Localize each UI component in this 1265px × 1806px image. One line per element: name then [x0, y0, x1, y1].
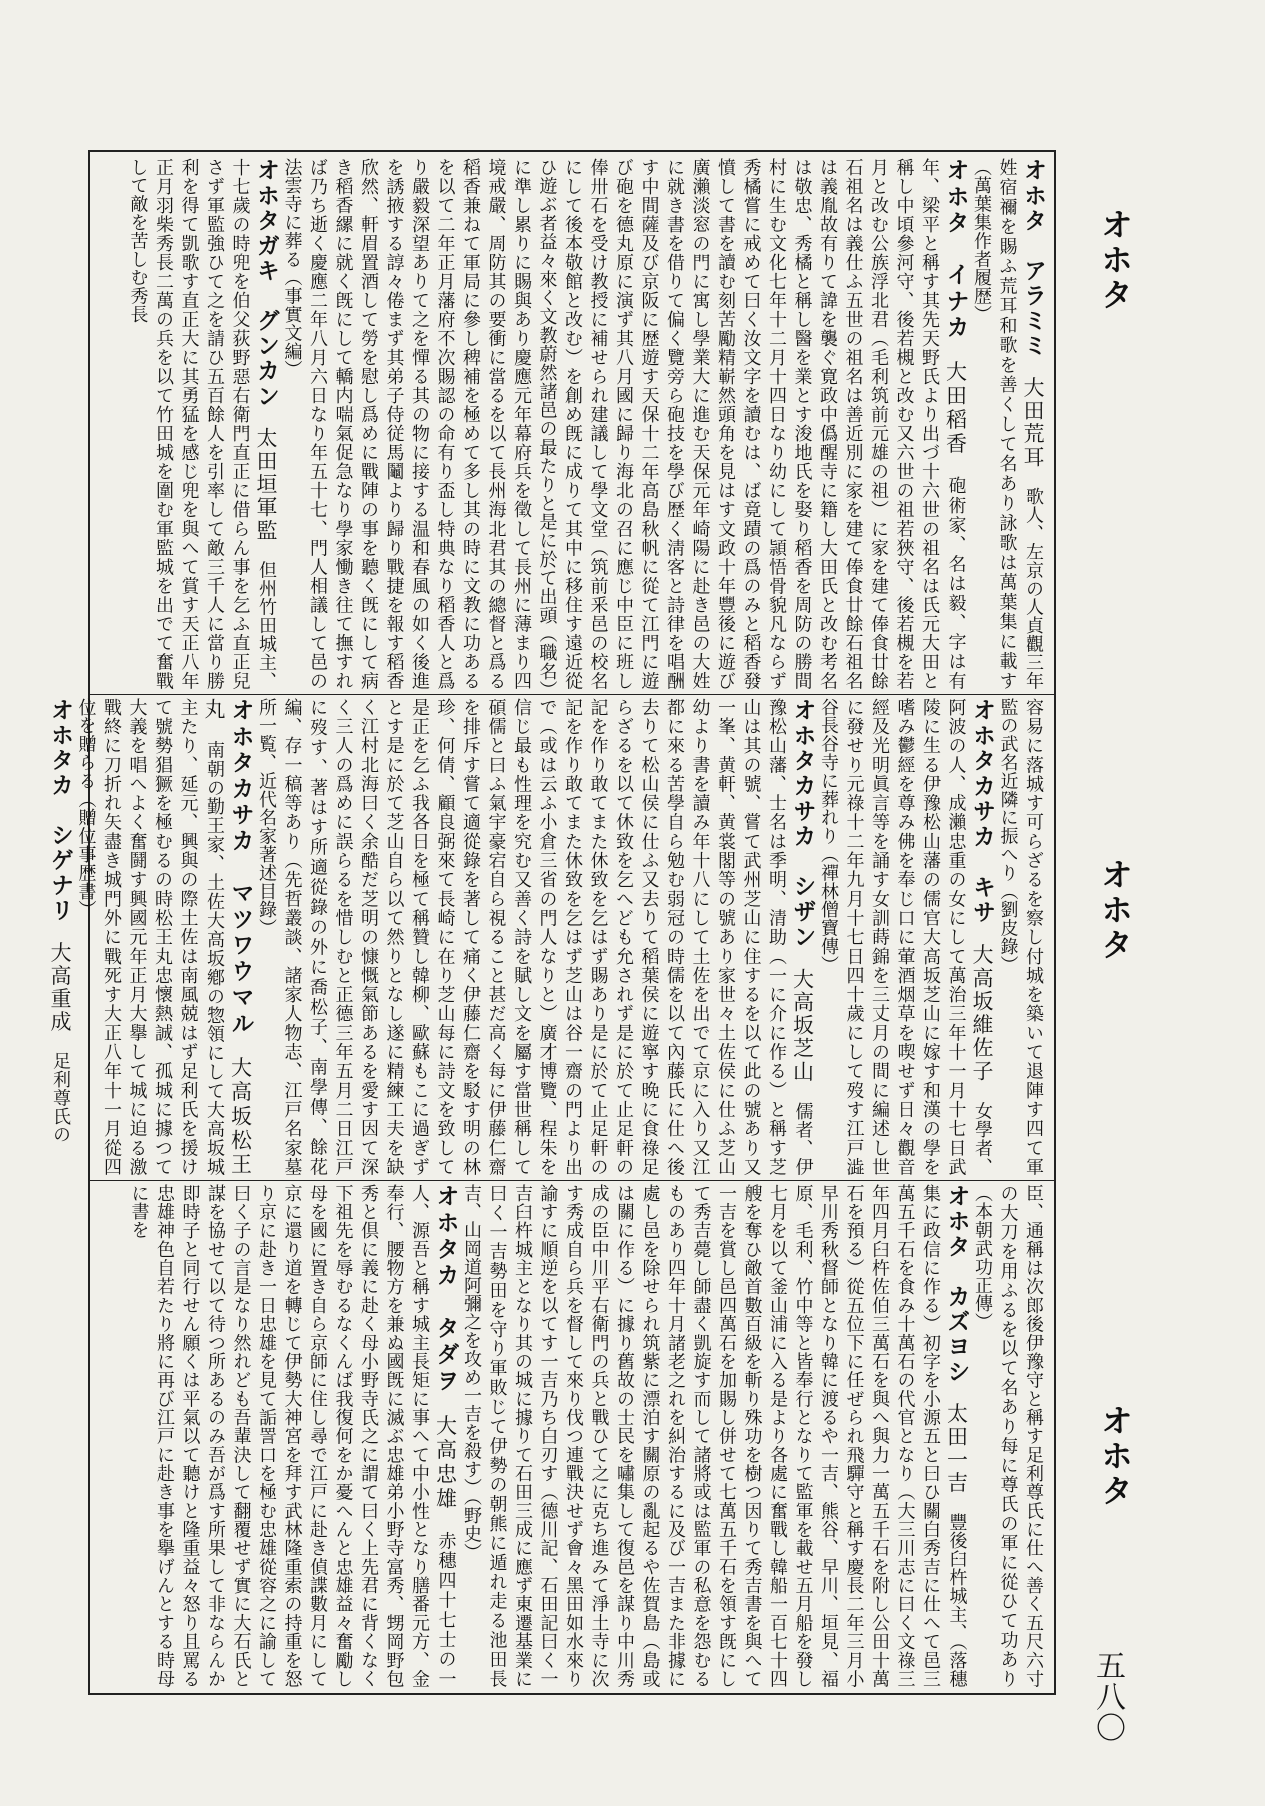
entry-name: 太田一吉 [944, 1402, 969, 1495]
entry-body: 歌人、左京の人貞觀三年姓宿禰を賜ふ荒耳和歌を善くして名あり詠歌は萬葉集に載す（萬葉集作者履歴） [971, 158, 1044, 691]
entry-ota-kazuyoshi [461, 1184, 968, 1688]
tier-divider [90, 694, 1054, 695]
entry-otakasaka-matsuomaru [76, 698, 252, 1176]
entry-continuation [998, 698, 1045, 1176]
entry-body: 砲術家、名は毅、字は有年、梁平と稱す其先天野氏より出づ十六世の祖名は氏元大田と稱し中頃參河守、後若槻と改む又六世の祖若狹守、後若槻を若月と改む公族浮北君（毛利筑前元雄の祖）に家を建て俸食廿餘石祖名は義仕ふ五世の祖名は善近別に家を建て俸食廿餘石祖名は義胤故有りて諱を襲ぐ寛政中僞醒寺に籍し大田氏と改む考名は敬忠、秀橘と稱し醫を業とす浚地氏を娶り稻香を周防の勝間村に生む文化七年十二月十四日なり幼にして頴悟骨貌凡ならず秀橘嘗に戒めて曰く汝文字を讀むは、ば竟蹟の爲のみと稻香發憤して書を讀む刻苦勵精嶄然頭角を見はす文政十年豐後に遊び廣瀨淡窓の門に寓し學業大に進む天保元年崎陽に赴き邑の大姓に就き書を借りて偏く覽旁ら砲技を學び歴く淸客と詩律を唱酬す中間薩及び京阪に歴遊す天保十二年高島秋帆に從て江門に遊び砲を德丸原に演ず其八月國に歸り海北の召に應じ中臣に班し俸卅石を受け教授に補せられ建議して學文堂（筑前釆邑の校名にして後本敬館と改む）を創め旣に成りて其中に移住す遠近從ひ遊ぶ者益々來く文教蔚然諸邑の最たりと是に於て出頭（職名）に準し累りに賜與あり慶應元年幕府兵を徵して長州に薄まり四境戒嚴、周防其の要衝に當るを以て長州海北君其の總督と爲る稻香兼ねて軍局に參し稗補を極めて多し其の時に文教に功あるを以て二年正月藩府不次賜認の命有り盃し特典なり稻香人と爲り嚴毅深望ありて之を憚る其の物に接する温和春風の如く後進を誘掖する諄々倦まず其弟子侍従馬鬮より歸り戰捷を報す稻香欣然、軒眉置酒して勞を慰し爲めに戰陣の事を聽く旣にして病き稻香縲に就く旣にして轎内喘氣促急なり學家慟き往て撫すれば乃ち逝く慶應二年八月六日なり年五十七、門人相議して邑の法雲寺に葬る（事實文編） [281, 158, 967, 691]
entry-otakasaka-shizan [256, 698, 814, 1176]
headword: オホタ イナカ [942, 158, 969, 341]
entry-name: 大高坂松王丸 [202, 698, 253, 1177]
entry-name: 大高坂芝山 [790, 967, 815, 1084]
entry-name: 大高重成 [48, 941, 72, 1034]
headword: オホタカサカ マツワウマル [227, 698, 254, 1038]
headword: オホタガキ グンカン [253, 158, 279, 409]
side-label-middle: オホタ [1096, 858, 1134, 963]
text-frame [47, 150, 1056, 1695]
tier-top [98, 158, 1046, 690]
entry-body: 儒者、伊豫松山藩、士名は季明、清助（一に介に作る）と稱す芝山は其の號、嘗て武州芝山に住するを以て此の號あり又一峯、黄軒、黄裳閣等の號あり家世々土佐侯に仕ふ芝山幼より書を讀み年十八にして土佐を出でて京に入り又江都に來る苦學自ら勉む弱冠の時儒を以て內藤氏に仕へ後去りて松山侯に仕ふ又去りて稻葉侯に遊寧す晩に食祿足らざるを以て休致を乞へども允されず是に於て止足軒の記を作り敢てまた休致を乞はず賜あり是に於て止足軒の記を作り敢てまた休致を乞はず芝山は谷一齋の門より出で（或は云ふ小倉三省の門人なりと）廣才博覽、程朱を信じ最も性理を究む又善く詩を賦し文を屬す當世稱して碩儒と曰ふ氣宇豪宕自ら視ること甚だ高く每に伊藤仁齋を排斥す嘗て適從錄を著して痛く伊藤仁齋を駁す明の林珍、何倩、顧良弼來て長崎に在り芝山每に詩文を致して是正を乞ふ我各日を極て稱贊し韓柳、歐蘇もこに過ぎずとす是に於て芝山自ら以て然りとなし遂に精練工夫を缺く江村北海曰く余酷だ芝明の慷慨氣節あるを愛す因て深く三人の爲めに誤らるを惜しむと正德三年五月二日江戸に歿す、著はす所適從錄の外に喬松子、南學傳、餘花編、存一稿等あり（先哲叢談、諸家人物志、江戸名家墓所一覧、近代名家著述目錄） [256, 698, 814, 1177]
entry-name: 大高忠雄 [433, 1414, 458, 1512]
entry-body: 南朝の勤王家、土佐大高坂鄕の惣領にして大高坂城主たり、延元、興與の際土佐は南風兢はず足利氏を援けて號勢猖獗を極むるの時松王丸忠懷熱誠、孤城に據つて大義を唱へよく奮鬪す興國元年正月大擧して城に迫る激戰終に刀折れ矢盡き城門外に戰死す大正八年十一月從四位を贈らる（贈位事歴書） [75, 698, 225, 1176]
headword: オホタ カズヨシ [943, 1184, 970, 1385]
headword: オホタカサカ シザン [789, 698, 816, 950]
headword: オホタカサカ キサ [969, 698, 995, 926]
tier-text [98, 158, 1046, 690]
entry-body: 足利尊氏の [50, 1033, 71, 1144]
headword: オホタカ タダヲ [432, 1184, 459, 1395]
entry-name: 太田垣軍監 [254, 427, 278, 543]
entry-body: 赤穗四十七士の一人、源吾と稱す城主長矩に事へて中小性となり膳番元方、金奉行、腰物方を兼ぬ國旣に滅ぶ忠雄弟小野寺富秀、甥岡野包秀と倶に義に赴く母小野寺氏之に謂て曰く上先君に背くなく下祖先を辱むるなくんば我復何をか憂へんと忠雄益々奮勵し母を國に置き自ら京師に住し尋で江戸に赴き偵諜數月にして京に還り道を轉じて伊勢大神宮を拜す武林隆重索の持重を怒り京に赴き一日忠雄を見て詬詈口を極む忠雄從容之に諭して曰く子の言是なり然れども吾輩決して翻覆せず實に大石氏と謀を協せて以て待つ所あるのみ吾が爲す所果して非ならんか即時子と同行せん願くは平氣以て聽けと隆重益々怒り且罵る忠雄神色自若たり將に再び江戸に赴き事を擧げんとする時母に書を [128, 1184, 457, 1689]
entry-body: 容易に落城す可らざるを察し付城を築いて退陣す四て軍監の武名近隣に振へり（劉皮錄） [997, 698, 1044, 1176]
entry-body: 臣、通稱は次郎後伊豫守と稱す足利尊氏に仕へ善く五尺六寸の大刀を用ふるを以て名あり每に尊氏の軍に從ひて功あり（本朝武功正傳） [972, 1184, 1044, 1688]
entry-body: 但州竹田城主、十七歲の時兜を伯父荻野惡右衛門直正に借らん事を乞ふ直正兒さず軍監強ひて之を請ひ五百餘人を引率して敵三千人に當り勝利を得て凱歌す直正大に其勇猛を感じ兜を與へて賞す天正八年正月羽柴秀長二萬の兵を以て竹田城を圍む軍監城を出でて奮戰して敵を苦しむ秀長 [127, 158, 277, 691]
headword: オホタカ シゲナリ [47, 698, 73, 923]
tier-divider [90, 1180, 1054, 1181]
entry-name: 大田稻香 [943, 360, 968, 457]
entry-ota-inaka [282, 158, 967, 690]
entry-otaka-tadao [129, 1184, 457, 1688]
side-label-top: オホタ [1096, 208, 1134, 313]
tier-middle [47, 698, 1046, 1177]
entry-otaka-shigenari [47, 698, 73, 1144]
tier-text [98, 1184, 1046, 1688]
page-number: 五八〇 [1090, 1650, 1125, 1743]
entry-otakasaka-kisa [818, 698, 993, 1176]
entry-body: 豐後臼杵城主、（落穗集に政信に作る）初字を小源五と曰ひ關白秀吉に仕へて邑三萬五千石を食み十萬石の代官となり（大三川志に曰く文祿三年四月臼杵佐伯三萬石を與へ與力一萬五千石を附し公田十萬石を預る）從五位下に任ぜられ飛驒守と稱す慶長二年三月小早川秀秋督師となり韓に渡るや一吉、熊谷、早川、垣見、福原、毛利、竹中等と皆奉行となりて監軍を載せ五月船を發し七月を以て釜山浦に入る是より各處に奮戰し韓船一百七十四艘を奪ひ敵首數百級を斬り殊功を樹つ因りて秀吉書を與へて一吉を賞し邑四萬石を加賜し併せて七萬五千石を領す旣にして秀吉薨し師盡く凱旋す而して諸將或は監軍の私意を怨むるものあり四年十月諸老之れを糾治するに及び一吉また非據に處し邑を除せられ筑紫に漂泊す關原の亂起るや佐賀島（島或は關に作る）に據り舊故の士民を嘯集して復邑を謀り中川秀成の臣中川平右衛門の兵と戰ひて之に克ち進みて淨土寺に次す秀成自ら兵を督して來り伐つ連戰決せず會々黑田如水來り諭すに順逆を以てす一吉乃ち白刃す（德川記、石田記曰く一吉臼杵城主となり其の城に據りて石田三成に應ず東遷基業に曰く一吉勢田を守り軍敗じて伊勢の朝熊に遁れ走る池田長吉、山岡道阿彌之を攻め一吉を殺す）（野史） [461, 1184, 968, 1689]
entry-body: 女學者、阿波の人、成瀨忠重の女にして萬治三年十一月十七日武陵に生る伊豫松山藩の儒官大高坂芝山に嫁す和漢の學を嗜み鬱經を尊み佛を奉じ口に葷酒烟草を喫せず日々觀音經及光明眞言等を誦す女訓蒔錦を三丈月の間に編述し世に發せり元祿十二年九月十七日四十歲にして歿す江戸澁谷長谷寺に葬れり（禪林僧寶傳） [818, 698, 993, 1177]
tier-text [47, 698, 1046, 1177]
entry-ota-aramimi [971, 158, 1044, 690]
entry-name: 大高坂維佐子 [970, 943, 994, 1084]
entry-otagaki-gunkan [128, 158, 278, 690]
entry-continuation [972, 1184, 1044, 1688]
headword: オホタ アラミミ [1020, 158, 1046, 359]
side-label-bottom: オホタ [1096, 1404, 1134, 1509]
entry-name: 大田荒耳 [1021, 376, 1045, 469]
tier-bottom [98, 1184, 1046, 1688]
